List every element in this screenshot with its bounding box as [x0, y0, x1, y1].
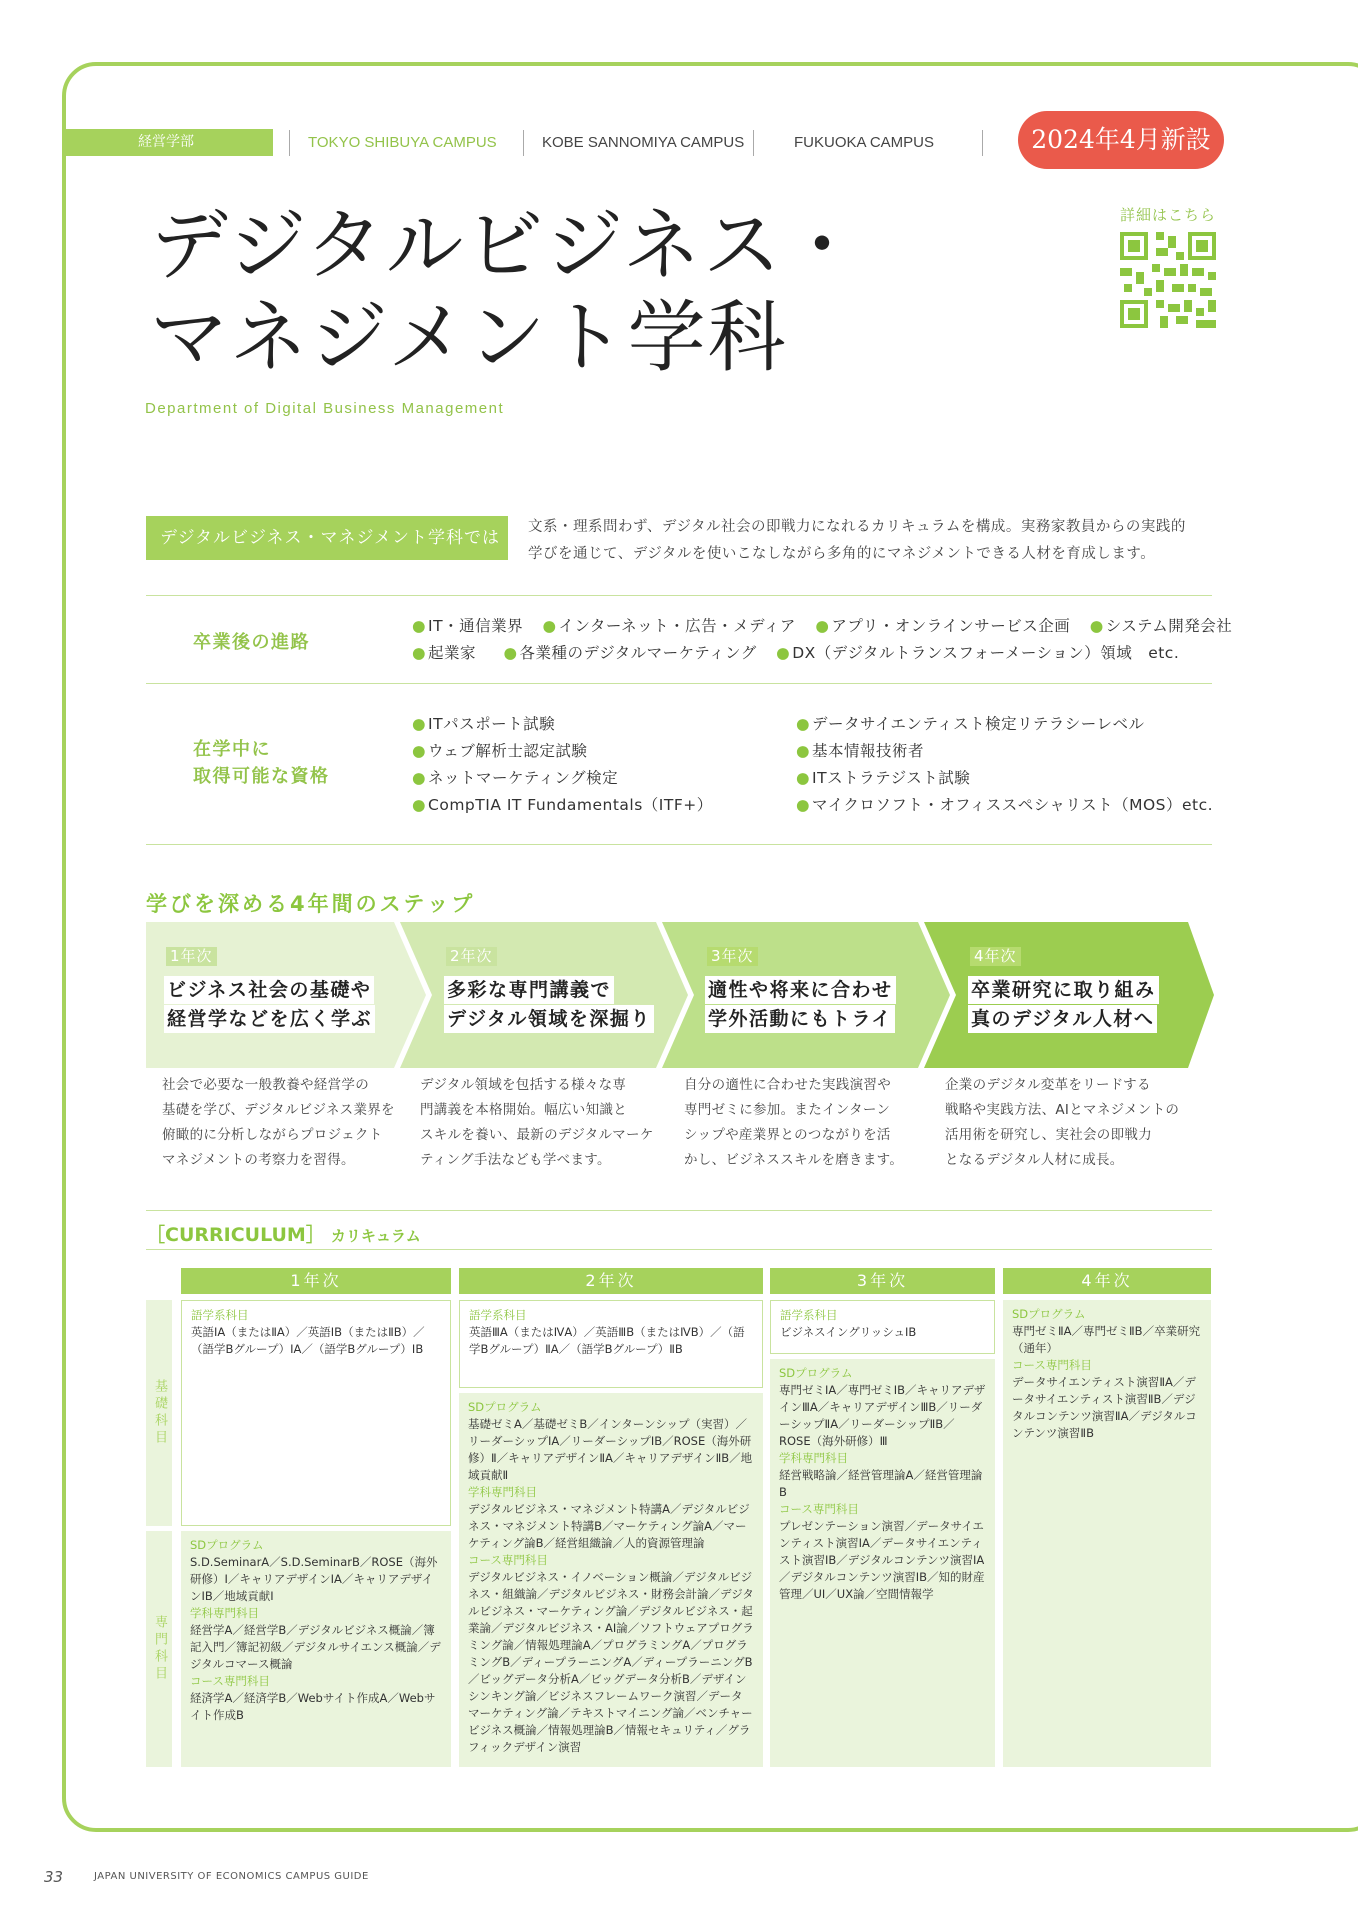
career-item: ● 起業家	[412, 644, 476, 662]
intro-label: デジタルビジネス・マネジメント学科では	[146, 516, 508, 560]
y4-cell: SDプログラム 専門ゼミⅡA／専門ゼミⅡB／卒業研究（通年） コース専門科目 データサイエンティスト演習ⅡA／データサイエンティスト演習ⅡB／デジタルコンテンツ演習ⅡA／デジタルコンテンツ演習ⅡB	[1003, 1300, 1211, 1767]
step-2-heading: 多彩な専門講義で デジタル領域を深掘り	[444, 976, 654, 1034]
career-item: ● 各業種のデジタルマーケティング	[503, 644, 756, 662]
page-number: 33	[44, 1868, 64, 1886]
campus-fukuoka[interactable]: FUKUOKA CAMPUS	[753, 130, 934, 156]
step-1-heading: ビジネス社会の基礎や 経営学などを広く学ぶ	[164, 976, 375, 1034]
footer-text: JAPAN UNIVERSITY OF ECONOMICS CAMPUS GUIDE	[94, 1871, 369, 1882]
y1-basic-cell: 語学系科目 英語ⅠA（またはⅡA）／英語ⅠB（またはⅡB）／（語学Bグループ）ⅠA／（語学Bグループ）ⅠB	[181, 1300, 451, 1526]
y3-basic-cell: 語学系科目 ビジネスイングリッシュⅠB	[770, 1300, 995, 1354]
step-3-heading: 適性や将来に合わせ 学外活動にもトライ	[705, 976, 896, 1034]
careers-row-2	[412, 641, 1193, 663]
step-2-description: デジタル領域を包括する様々な専 門講義を本格開始。幅広い知識と スキルを養い、最新のデジタルマーケ ティング手法なども学べます。	[420, 1077, 654, 1168]
qual-item: ● データサイエンティスト検定リテラシーレベル	[796, 712, 1144, 734]
intro-text: 文系・理系問わず、デジタル社会の即戦力になれるカリキュラムを構成。実務家教員からの実践的 学びを通じて、デジタルを使いこなしながら多角的にマネジメントできる人材を育成します。	[528, 519, 1186, 562]
step-1-year: 1年次	[166, 947, 217, 966]
step-4-heading: 卒業研究に取り組み 真のデジタル人材へ	[968, 976, 1159, 1034]
dept-tag: 経営学部	[66, 129, 273, 156]
careers-row-1	[412, 614, 1246, 636]
qr-code-icon[interactable]	[1120, 232, 1216, 328]
campus-tokyo[interactable]: TOKYO SHIBUYA CAMPUS	[289, 130, 497, 156]
title-line-1: デジタルビジネス・	[150, 201, 863, 291]
side-label-major: 専門科目	[146, 1531, 172, 1767]
career-item: ● DX（デジタルトランスフォーメーション）領域 etc.	[776, 644, 1179, 662]
curriculum-year-4: 4年次	[1003, 1268, 1211, 1294]
new-badge: 2024年4月新設	[1018, 111, 1224, 169]
career-item: ● アプリ・オンラインサービス企画	[815, 617, 1070, 635]
step-1-description: 社会で必要な一般教養や経営学の 基礎を学び、デジタルビジネス業界を 俯瞰的に分析しながらプロジェクト マネジメントの考察力を習得。	[162, 1077, 395, 1168]
career-item: ● インターネット・広告・メディア	[543, 617, 796, 635]
y3-major-cell: SDプログラム 専門ゼミⅠA／専門ゼミⅠB／キャリアデザインⅢA／キャリアデザインⅢB／リーダーシップⅡA／リーダーシップⅡB／ROSE（海外研修）Ⅲ 学科専門科目 経営戦略論／経営管理論A／経営管理論B コース専門科目 プレゼンテーション演習／データサイエンティスト演習ⅠA／データサイエンティスト演習ⅠB／デジタルコンテンツ演習ⅠA／デジタルコンテンツ演習ⅠB／知的財産管理／UI／UX論／空間情報学	[770, 1359, 995, 1767]
curriculum-year-2: 2年次	[459, 1268, 763, 1294]
step-3-year: 3年次	[707, 947, 758, 966]
step-2-year: 2年次	[446, 947, 497, 966]
qual-item: ● マイクロソフト・オフィススペシャリスト（MOS）etc.	[796, 793, 1213, 815]
divider	[146, 595, 1212, 596]
qual-item: ● CompTIA IT Fundamentals（ITF+）	[412, 793, 713, 815]
divider	[146, 844, 1212, 845]
y2-major-cell: SDプログラム 基礎ゼミA／基礎ゼミB／インターンシップ（実習）／リーダーシップⅠA／リーダーシップⅠB／ROSE（海外研修）Ⅱ／キャリアデザインⅡA／キャリアデザインⅡB／地域貢献Ⅱ 学科専門科目 デジタルビジネス・マネジメント特講A／デジタルビジネス・マネジメント特講B／マーケティング論A／マーケティング論B／経営組織論／人的資源管理論 コース専門科目 デジタルビジネス・イノベーション概論／デジタルビジネス・組織論／デジタルビジネス・財務会計論／デジタルビジネス・マーケティング論／デジタルビジネス・起業論／デジタルビジネス・AI論／ソフトウェアプログラミング論／情報処理論A／プログラミングA／プログラミングB／ディープラーニングA／ディープラーニングB／ビッグデータ分析A／ビッグデータ分析B／デザインシンキング論／ビジネスフレームワーク演習／データマーケティング論／テキストマイニング論／ベンチャービジネス概論／情報処理論B／情報セキュリティ／グラフィックデザイン演習	[459, 1393, 763, 1767]
step-4-year: 4年次	[970, 947, 1021, 966]
page-title	[150, 200, 863, 384]
career-item: ● IT・通信業界	[412, 617, 523, 635]
campus-divider	[982, 130, 983, 156]
divider	[146, 683, 1212, 684]
qual-item: ● ウェブ解析士認定試験	[412, 739, 587, 761]
title-line-2: マネジメント学科	[150, 293, 788, 383]
y2-basic-cell: 語学系科目 英語ⅢA（またはⅣA）／英語ⅢB（またはⅣB）／（語学Bグループ）ⅡA／（語学Bグループ）ⅡB	[459, 1300, 763, 1388]
career-item: ● システム開発会社	[1090, 617, 1232, 635]
step-3-description: 自分の適性に合わせた実践演習や 専門ゼミに参加。またインターン シップや産業界とのつながりを活 かし、ビジネススキルを磨きます。	[684, 1077, 904, 1168]
steps-title: 学びを深める4年間のステップ	[146, 892, 476, 916]
curriculum-year-3: 3年次	[770, 1268, 995, 1294]
qual-item: ● ITパスポート試験	[412, 712, 555, 734]
qual-item: ● 基本情報技術者	[796, 739, 924, 761]
careers-label: 卒業後の進路	[193, 632, 310, 653]
side-label-basic: 基礎科目	[146, 1300, 172, 1526]
campus-kobe[interactable]: KOBE SANNOMIYA CAMPUS	[523, 130, 744, 156]
page-subtitle: Department of Digital Business Management	[145, 400, 505, 417]
curriculum-year-1: 1年次	[181, 1268, 451, 1294]
qr-label: 詳細はこちら	[1120, 206, 1217, 224]
curriculum-title: ［CURRICULUM］ カリキュラム	[146, 1224, 421, 1246]
step-4-description: 企業のデジタル変革をリードする 戦略や実践方法、AIとマネジメントの 活用術を研究し、実社会の即戦力 となるデジタル人材に成長。	[945, 1077, 1180, 1168]
y1-major-cell: SDプログラム S.D.SeminarA／S.D.SeminarB／ROSE（海外研修）Ⅰ／キャリアデザインⅠA／キャリアデザインⅠB／地域貢献Ⅰ 学科専門科目 経営学A／経営学B／デジタルビジネス概論／簿記入門／簿記初級／デジタルサイエンス概論／デジタルコマース概論 コース専門科目 経済学A／経済学B／Webサイト作成A／Webサイト作成B	[181, 1531, 451, 1767]
qual-item: ● ITストラテジスト試験	[796, 766, 970, 788]
divider	[146, 1210, 1212, 1211]
qual-item: ● ネットマーケティング検定	[412, 766, 618, 788]
divider	[146, 1249, 1212, 1250]
qualifications-label: 在学中に 取得可能な資格	[193, 739, 330, 787]
